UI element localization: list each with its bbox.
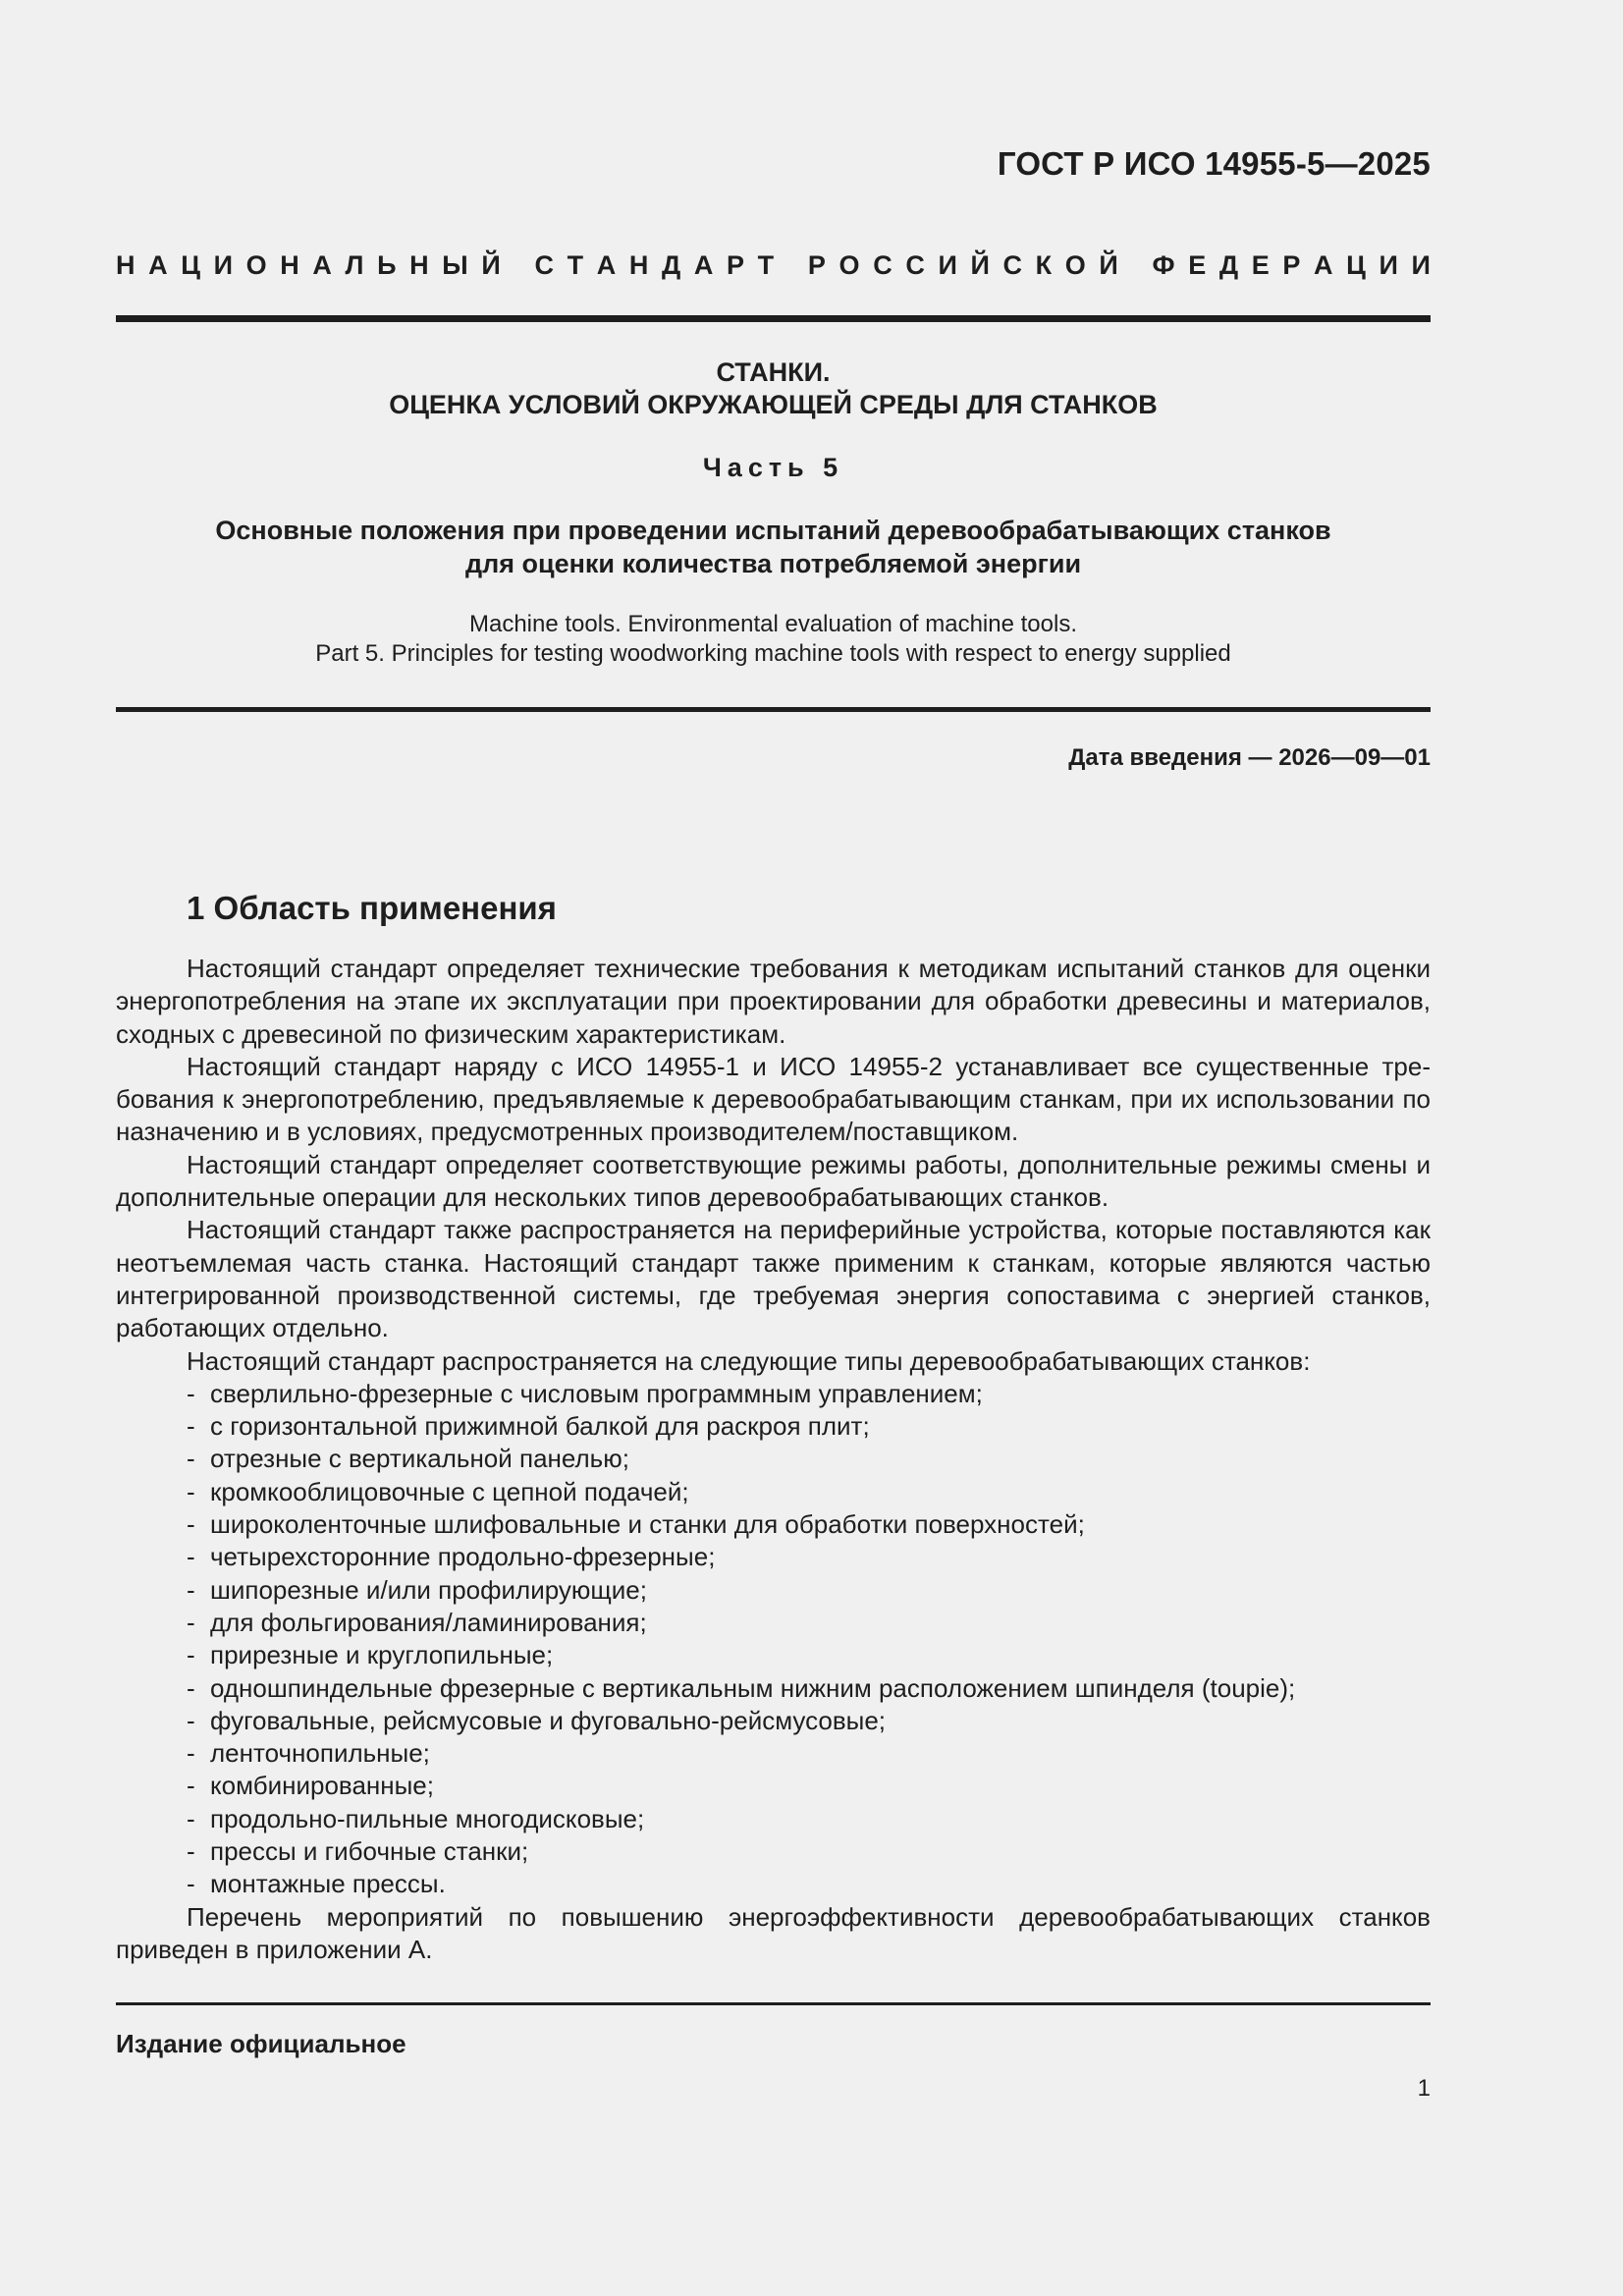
banner-letter: Й <box>481 250 501 280</box>
list-item <box>187 1476 1431 1508</box>
subtitle-line-2: для оценки количества потребляемой энергии <box>464 549 1082 578</box>
list-item-text: одношпиндельные фрезерные с вертикальным нижним расположением шпинделя (toupie); <box>210 1672 1296 1703</box>
banner-space <box>787 250 795 281</box>
paragraph: Настоящий стандарт также распространяется на периферийные устройства, которые поставляются как неотъемлемая часть станка. Настоящий стандарт также применим к станкам, которые являются частью интегрированной производственной системы, где требуемая энергия сопоставима с энергией станков, работающих отдельно. <box>116 1215 1431 1343</box>
list-item <box>187 1607 1431 1639</box>
banner-letter: О <box>839 250 860 280</box>
banner-letter: А <box>312 250 332 280</box>
list-item <box>187 1541 1431 1573</box>
list-dash: - <box>187 1607 195 1637</box>
list-dash: - <box>187 1836 195 1867</box>
banner-letter: Е <box>1188 250 1207 280</box>
list-item-text: прирезные и круглопильные; <box>210 1640 554 1670</box>
list-dash: - <box>187 1509 195 1540</box>
list-dash: - <box>187 1476 195 1506</box>
section-body <box>116 953 1431 1966</box>
paragraph: Настоящий стандарт определяет соответствующие режимы работы, дополнительные режимы смены и дополнительные операции для нескольких типов деревообрабатывающих станков. <box>116 1149 1431 1213</box>
paragraph: Настоящий стандарт определяет технические требования к методикам испытаний станков для оценки энергопотребления на этапе их эксплуатации при проектировании для обработки древесины и материалов, сходных с древесиной по физическим характеристикам. <box>116 954 1431 1049</box>
official-edition-label: Издание официальное <box>116 2029 406 2058</box>
list-item <box>187 1639 1431 1671</box>
document-code: ГОСТ Р ИСО 14955-5—2025 <box>997 145 1431 182</box>
list-item-text: монтажные прессы. <box>210 1869 446 1899</box>
list-dash: - <box>187 1771 195 1801</box>
list-item <box>187 1410 1431 1443</box>
list-item <box>187 1672 1431 1705</box>
banner-letter: Т <box>567 250 584 280</box>
list-dash: - <box>187 1803 195 1833</box>
english-title-line-2: Part 5. Principles for testing woodworking machine tools with respect to energy supplied <box>315 640 1231 667</box>
list-item <box>187 1770 1431 1802</box>
subtitle-line-1: Основные положения при проведении испытаний деревообрабатывающих станков <box>215 516 1331 545</box>
list-item <box>187 1737 1431 1770</box>
list-item-text: комбинированные; <box>210 1771 434 1801</box>
banner-letter: И <box>213 250 234 280</box>
list-dash: - <box>187 1869 195 1899</box>
banner-letter: С <box>1002 250 1022 280</box>
banner-letter: Ь <box>377 250 397 280</box>
introduction-date: Дата введения — 2026—09—01 <box>1068 744 1431 771</box>
closing-paragraph: Перечень мероприятий по повышению энергоэффективности деревообрабатывающих станков приведен в приложении А. <box>116 1901 1431 1964</box>
banner-letter: Й <box>970 250 990 280</box>
banner-letter: Ц <box>181 250 200 280</box>
paragraph: Настоящий стандарт наряду с ИСО 14955-1 и ИСО 14955-2 устанавливает все существенные требования к энергопотреблению, предъявляемые к деревообрабатывающим станкам, при их использовании по назначению и в условиях, предусмотренных производителем/поставщиком. <box>116 1051 1431 1147</box>
banner-letter: Н <box>280 250 299 280</box>
list-dash: - <box>187 1738 195 1769</box>
banner-space <box>514 250 521 281</box>
list-item-text: продольно-пильные многодисковые; <box>210 1803 645 1833</box>
banner-letter: Р <box>727 250 745 280</box>
title-line-1: СТАНКИ. <box>716 357 831 387</box>
banner-letter: С <box>873 250 893 280</box>
banner-letter: Н <box>116 250 135 280</box>
list-dash: - <box>187 1574 195 1605</box>
list-item <box>187 1835 1431 1868</box>
title-line-2: ОЦЕНКА УСЛОВИЙ ОКРУЖАЮЩЕЙ СРЕДЫ ДЛЯ СТАНКОВ <box>389 390 1158 419</box>
section-heading: 1 Область применения <box>187 890 557 926</box>
list-dash: - <box>187 1542 195 1572</box>
list-item-text: кромкооблицовочные с цепной подачей; <box>210 1476 689 1506</box>
machine-type-list <box>116 1378 1431 1901</box>
banner-letter: И <box>1379 250 1398 280</box>
banner-letter: Р <box>1282 250 1301 280</box>
list-item-text: с горизонтальной прижимной балкой для раскроя плит; <box>210 1411 870 1442</box>
banner-letter: А <box>1314 250 1333 280</box>
banner-letter: Л <box>345 250 364 280</box>
footer-rule <box>116 2002 1431 2005</box>
banner-letter: Й <box>1099 250 1118 280</box>
part-label: Часть 5 <box>702 453 844 482</box>
banner-space <box>1131 250 1139 281</box>
page-number: 1 <box>1417 2075 1431 2102</box>
list-dash: - <box>187 1672 195 1703</box>
header-rule <box>116 315 1431 322</box>
banner-letter: Ы <box>442 250 468 280</box>
banner-letter: Ц <box>1346 250 1366 280</box>
list-item <box>187 1574 1431 1607</box>
list-item-text: ленточнопильные; <box>210 1738 430 1769</box>
list-item-text: четырехсторонние продольно-фрезерные; <box>210 1542 716 1572</box>
banner-letter: Т <box>757 250 775 280</box>
list-dash: - <box>187 1640 195 1670</box>
list-item <box>187 1705 1431 1737</box>
list-item-text: фуговальные, рейсмусовые и фуговально-рейсмусовые; <box>210 1705 887 1735</box>
english-title-line-1: Machine tools. Environmental evaluation of machine tools. <box>468 611 1077 637</box>
banner-letter: С <box>905 250 925 280</box>
banner-letter: С <box>534 250 554 280</box>
banner-letter: О <box>1064 250 1086 280</box>
banner-letter: Н <box>409 250 429 280</box>
list-item-text: сверлильно-фрезерные с числовым программным управлением; <box>210 1378 983 1408</box>
banner-letter: А <box>693 250 714 280</box>
banner-letter: Н <box>628 250 649 280</box>
list-item-text: шипорезные и/или профилирующие; <box>210 1574 647 1605</box>
banner-letter: Д <box>1218 250 1239 280</box>
title-rule <box>116 707 1431 712</box>
list-dash: - <box>187 1444 195 1474</box>
banner-letter: Ф <box>1152 250 1175 280</box>
banner-letter: А <box>596 250 617 280</box>
list-item-text: прессы и гибочные станки; <box>210 1836 529 1867</box>
banner-letter: К <box>1035 250 1053 280</box>
banner-letter: Е <box>1251 250 1270 280</box>
paragraph: Настоящий стандарт распространяется на следующие типы деревообрабатывающих станков: <box>187 1345 1311 1376</box>
list-item-text: для фольгирования/ламинирования; <box>210 1607 647 1637</box>
list-item <box>187 1443 1431 1475</box>
list-item <box>187 1803 1431 1835</box>
banner-letter: А <box>148 250 168 280</box>
list-dash: - <box>187 1378 195 1408</box>
list-dash: - <box>187 1411 195 1442</box>
standard-banner <box>116 250 1431 281</box>
list-item <box>187 1508 1431 1541</box>
list-item <box>187 1378 1431 1410</box>
banner-letter: И <box>1411 250 1431 280</box>
banner-letter: И <box>938 250 957 280</box>
list-dash: - <box>187 1705 195 1735</box>
banner-letter: Р <box>807 250 826 280</box>
list-item <box>187 1868 1431 1900</box>
list-item-text: отрезные с вертикальной панелью; <box>210 1444 629 1474</box>
banner-letter: Д <box>662 250 681 280</box>
banner-letter: О <box>245 250 267 280</box>
list-item-text: широколенточные шлифовальные и станки для обработки поверхностей; <box>210 1509 1085 1540</box>
